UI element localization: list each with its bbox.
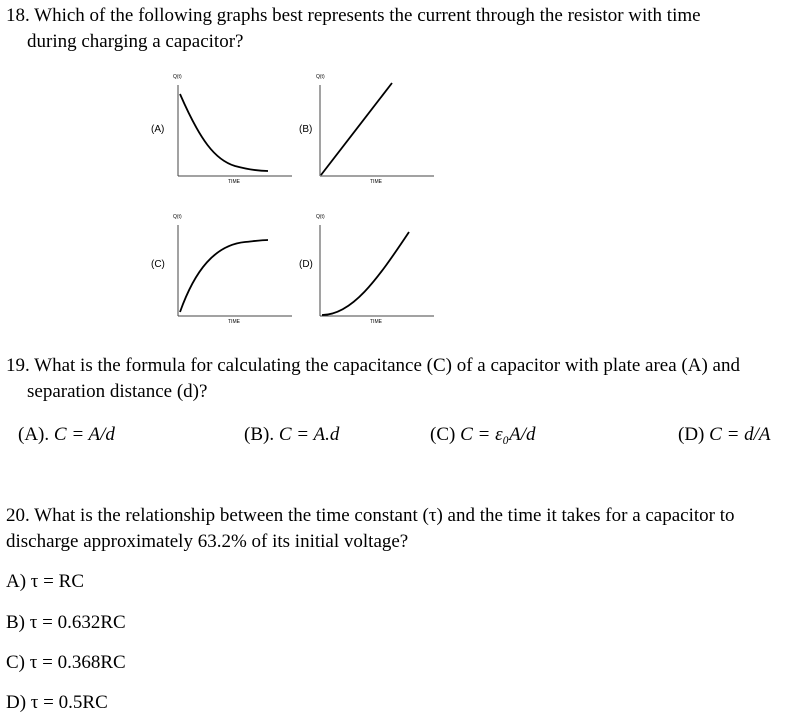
q19-option-b-prefix: (B). xyxy=(244,424,279,445)
graph-a-plot xyxy=(170,80,295,180)
graph-a-x-label: TIME xyxy=(228,179,240,185)
q19-option-d-formula: C = d/A xyxy=(709,424,771,445)
q19-text-line2: separation distance (d)? xyxy=(27,381,208,402)
q20-option-d: D) τ = 0.5RC xyxy=(6,692,108,713)
q19-option-a xyxy=(18,423,115,447)
q19-option-a-formula: C = A/d xyxy=(53,424,115,445)
q19-option-c-formula: C = ε₀A/d xyxy=(460,424,536,445)
q19-text-line1: 19. What is the formula for calculating the capacitance (C) of a capacitor with plate area (A) and xyxy=(6,355,740,376)
graph-b-curve xyxy=(321,83,392,175)
q19-option-a-prefix: (A). xyxy=(18,424,54,445)
graph-c-x-label: TIME xyxy=(228,319,240,325)
q19-option-b xyxy=(244,423,339,447)
graph-d-x-label: TIME xyxy=(370,319,382,325)
q20-option-a: A) τ = RC xyxy=(6,571,84,592)
graph-c-label: (C) xyxy=(151,259,165,270)
q20-option-b: B) τ = 0.632RC xyxy=(6,612,126,633)
q19-option-c xyxy=(430,423,536,447)
graph-d-curve xyxy=(322,232,409,315)
graph-c-plot xyxy=(170,220,295,320)
graph-a-label: (A) xyxy=(151,124,165,135)
graph-d-label: (D) xyxy=(299,259,313,270)
graph-d-y-label: Q(t) xyxy=(316,214,325,220)
graph-a-curve xyxy=(180,94,268,171)
graph-c-y-label: Q(t) xyxy=(173,214,182,220)
graph-a-y-label: Q(t) xyxy=(173,74,182,80)
graph-b-x-label: TIME xyxy=(370,179,382,185)
q19-option-b-formula: C = A.d xyxy=(278,424,340,445)
q20-text-line2: discharge approximately 63.2% of its initial voltage? xyxy=(6,531,409,552)
q18-text-line1: 18. Which of the following graphs best represents the current through the resistor with time xyxy=(6,5,701,26)
graph-b-plot xyxy=(312,80,437,180)
q20-option-c: C) τ = 0.368RC xyxy=(6,652,126,673)
graph-d-plot xyxy=(312,220,437,320)
q19-option-c-prefix: (C) xyxy=(430,424,461,445)
q19-option-d xyxy=(678,423,771,447)
q18-text-line2: during charging a capacitor? xyxy=(27,31,244,52)
q20-text-line1: 20. What is the relationship between the time constant (τ) and the time it takes for a capacitor to xyxy=(6,505,735,526)
graph-b-label: (B) xyxy=(299,124,313,135)
graph-c-curve xyxy=(180,240,268,312)
graph-b-y-label: Q(t) xyxy=(316,74,325,80)
q19-option-d-prefix: (D) xyxy=(678,424,710,445)
